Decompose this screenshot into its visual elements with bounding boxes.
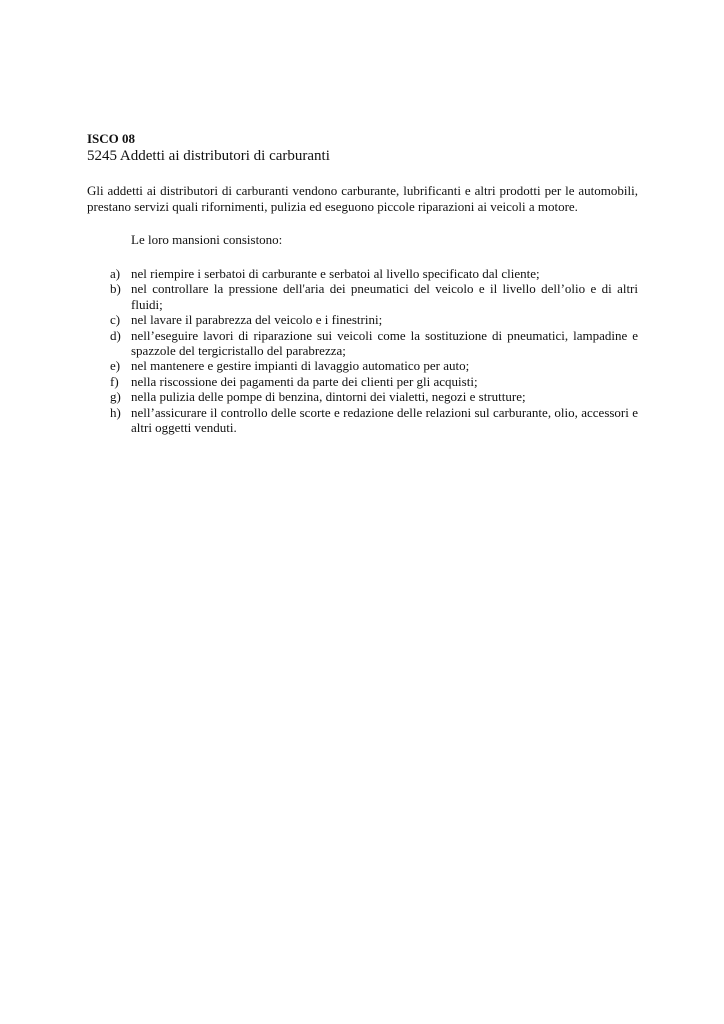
occupation-title: 5245 Addetti ai distributori di carburanti [87,148,330,164]
list-marker: f) [110,373,119,389]
list-item-text: nel mantenere e gestire impianti di lavaggio automatico per auto; [131,358,470,374]
list-marker: c) [110,312,121,328]
list-item [87,312,638,327]
list-item-text: nella pulizia delle pompe di benzina, dintorni dei vialetti, negozi e strutture; [131,389,526,405]
list-item [87,328,638,359]
list-marker: g) [110,389,121,405]
list-marker: a) [110,266,121,281]
list-item-text: nel riempire i serbatoi di carburante e serbatoi al livello specificato dal cliente; [131,266,540,281]
duties-lead: Le loro mansioni consistono: [131,232,283,247]
list-item [87,281,638,312]
list-item [87,266,638,281]
list-marker: d) [110,327,121,343]
document-body [87,131,638,435]
list-item-text: nel controllare la pressione dell'aria dei pneumatici del veicolo e il livello dell’olio e di altri fluidi; [131,281,638,312]
list-item-text: nel lavare il parabrezza del veicolo e i finestrini; [131,312,383,328]
list-item-text: nella riscossione dei pagamenti da parte dei clienti per gli acquisti; [131,373,478,389]
list-item-text: nell’assicurare il controllo delle scorte e redazione delle relazioni sul carburante, olio, accessori e altri oggetti venduti. [131,404,638,436]
duties-list [87,266,638,435]
list-marker: b) [110,281,121,297]
list-item [87,374,638,389]
list-item [87,405,638,436]
intro-paragraph: Gli addetti ai distributori di carburanti vendono carburante, lubrificanti e altri prodotti per le automobili, prestano servizi quali rifornimenti, pulizia ed eseguono piccole riparazioni ai veicoli a motore. [87,183,638,214]
list-marker: h) [110,404,121,420]
list-marker: e) [110,358,121,374]
list-item [87,389,638,404]
classification-code: ISCO 08 [87,131,136,146]
list-item-text: nell’eseguire lavori di riparazione sui veicoli come la sostituzione di pneumatici, lampadine e spazzole del tergicristallo del parabrezza; [131,327,638,359]
list-item [87,358,638,373]
